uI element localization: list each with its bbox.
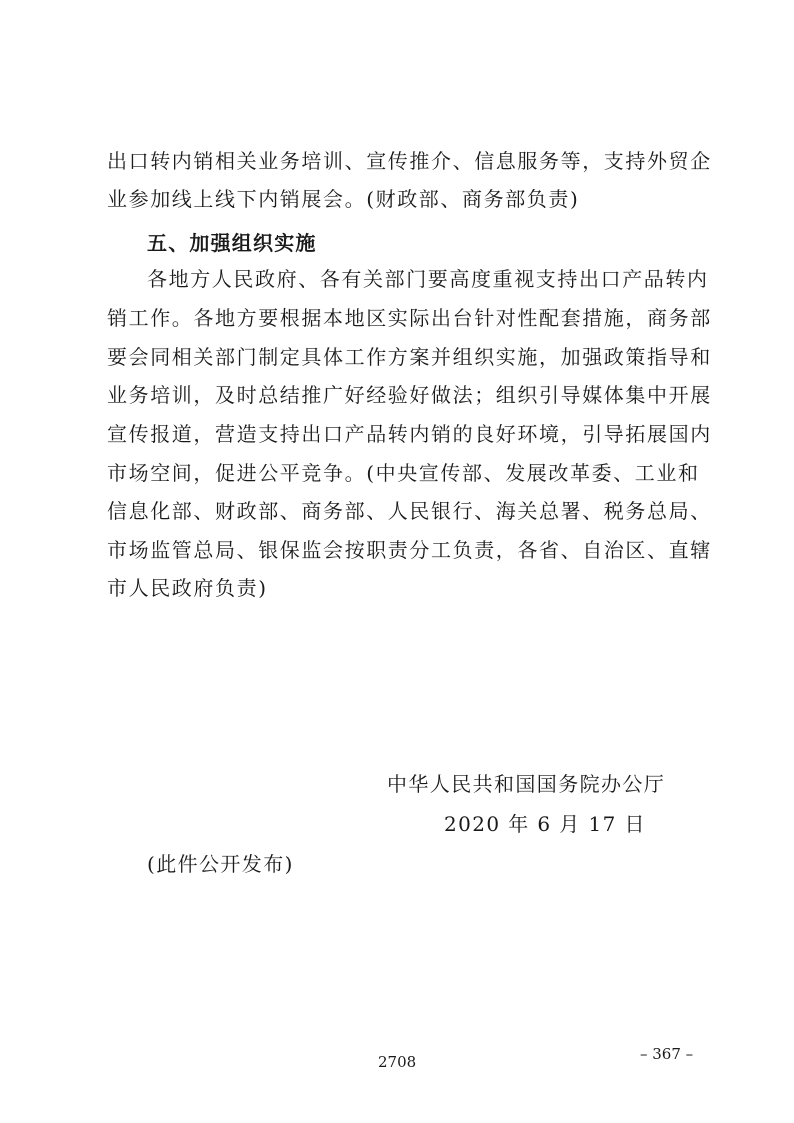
publication-note: (此件公开发布) — [147, 852, 294, 876]
body-line: 业参加线上线下内销展会。(财政部、商务部负责) — [107, 187, 580, 211]
paragraph-line: 销工作。各地方要根据本地区实际出台针对性配套措施，商务部 — [107, 306, 712, 330]
page-number: – 367 – — [640, 1045, 694, 1063]
body-line: 出口转内销相关业务培训、宣传推介、信息服务等，支持外贸企 — [107, 149, 712, 173]
paragraph-line: 市人民政府负责) — [107, 576, 268, 600]
section-heading: 五、加强组织实施 — [147, 231, 317, 255]
paragraph-line: 市场空间，促进公平竞争。(中央宣传部、发展改革委、工业和 — [107, 461, 700, 485]
paragraph-line: 各地方人民政府、各有关部门要高度重视支持出口产品转内 — [147, 267, 709, 291]
paragraph-line: 市场监管总局、银保监会按职责分工负责，各省、自治区、直辖 — [107, 538, 712, 562]
paragraph-line: 宣传报道，营造支持出口产品转内销的良好环境，引导拓展国内 — [107, 422, 712, 446]
paragraph-line: 业务培训，及时总结推广好经验好做法；组织引导媒体集中开展 — [107, 383, 712, 407]
paragraph-line: 要会同相关部门制定具体工作方案并组织实施，加强政策指导和 — [107, 345, 712, 369]
issue-date: 2020 年 6 月 17 日 — [444, 812, 646, 836]
paragraph-line: 信息化部、财政部、商务部、人民银行、海关总署、税务总局、 — [107, 499, 712, 523]
volume-page-number: 2708 — [378, 1053, 417, 1071]
issuer-name: 中华人民共和国国务院办公厅 — [387, 772, 666, 796]
